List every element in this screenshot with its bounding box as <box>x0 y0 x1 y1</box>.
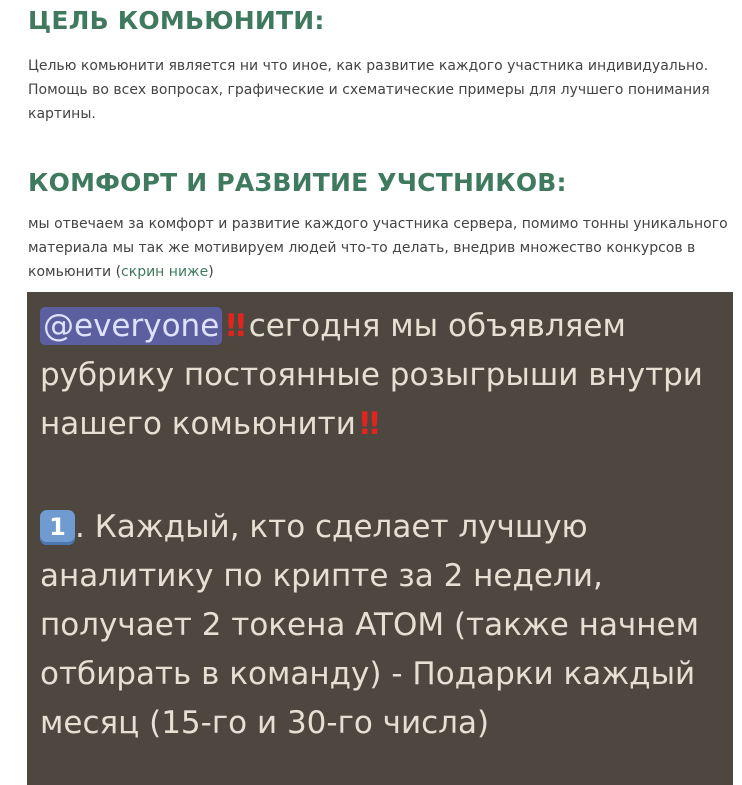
everyone-mention: @everyone <box>40 307 222 345</box>
keycap-one-icon: 1 <box>40 510 75 545</box>
announcement-line <box>40 302 733 351</box>
announcement-text: нашего комьюнити <box>40 406 356 442</box>
section-text-comfort <box>28 212 728 284</box>
text-line: мы отвечаем за комфорт и развитие каждого участника сервера, помимо тонны уникального <box>28 216 728 232</box>
section-heading-comfort: КОМФОРТ И РАЗВИТИЕ УЧСТНИКОВ: <box>28 168 567 197</box>
screenshot-link[interactable]: скрин ниже <box>121 264 209 280</box>
announcement-line: аналитику по крипте за 2 недели, <box>40 558 603 594</box>
section-text-goal <box>28 54 728 126</box>
double-exclamation-icon: ‼ <box>359 406 377 442</box>
spacer <box>40 449 733 503</box>
text-line <box>28 260 728 284</box>
text-suffix: ) <box>208 264 214 280</box>
announcement-line <box>40 503 733 552</box>
text-prefix: комьюнити ( <box>28 264 122 280</box>
announcement-line: получает 2 токена ATOM (также начнем <box>40 607 699 643</box>
announcement-text: сегодня мы объявляем <box>248 308 626 344</box>
announcement-line <box>40 400 733 449</box>
double-exclamation-icon: ‼ <box>226 308 243 344</box>
text-line: материала мы так же мотивируем людей что-то делать, внедрив множество конкурсов в <box>28 240 696 256</box>
text-line: Целью комьюнити является ни что иное, как развитие каждого участника индивидуально. <box>28 58 709 74</box>
announcement-screenshot <box>27 292 733 785</box>
text-line: Помощь во всех вопросах, графические и схематические примеры для лучшего понимания <box>28 82 710 98</box>
section-heading-goal: ЦЕЛЬ КОМЬЮНИТИ: <box>28 6 325 35</box>
announcement-text: . Каждый, кто сделает лучшую <box>75 509 588 545</box>
announcement-line: месяц (15-го и 30-го числа) <box>40 705 490 741</box>
announcement-line: рубрику постоянные розыгрыши внутри <box>40 357 703 393</box>
announcement-line: отбирать в команду) - Подарки каждый <box>40 656 696 692</box>
text-line: картины. <box>28 106 96 122</box>
